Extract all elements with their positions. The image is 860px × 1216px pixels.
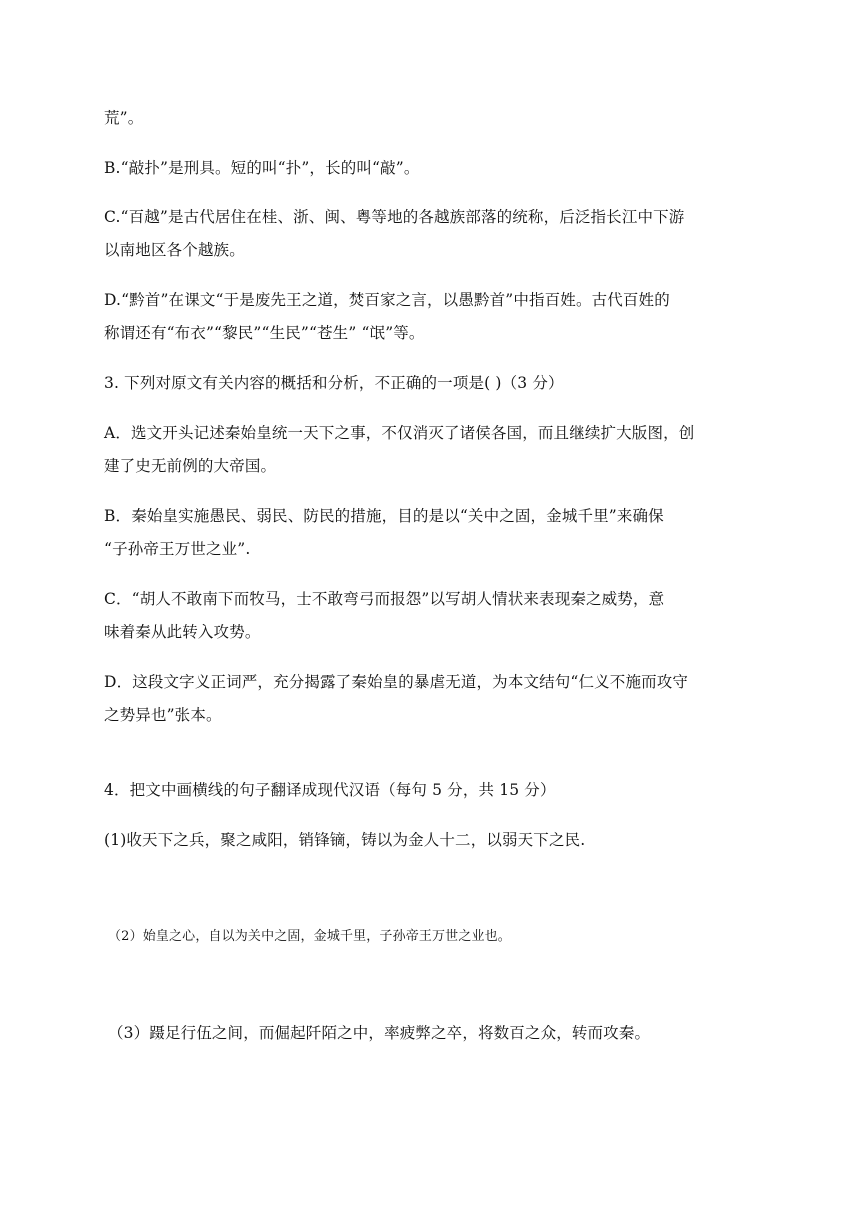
option-c-line-1: C.“百越”是古代居住在桂、浙、闽、粤等地的各越族部落的统称，后泛指长江中下游 [104,208,685,226]
question-4-item-3: （3）蹑足行伍之间，而倔起阡陌之中，率疲弊之卒，将数百之众，转而攻秦。 [108,1024,651,1042]
question-4-item-1: (1)收天下之兵，聚之咸阳，销锋镝，铸以为金人十二，以弱天下之民. [104,831,586,849]
continued-option-text: 荒”。 [104,109,144,127]
question-3-option-c-line-1: C．“胡人不敢南下而牧马，士不敢弯弓而报怨”以写胡人情状来表现秦之威势，意 [104,590,665,608]
option-d-line-2: 称谓还有“布衣”“黎民”“生民”“苍生” “氓”等。 [104,324,425,342]
option-c-line-2: 以南地区各个越族。 [104,241,245,259]
question-4-item-2: （2）始皇之心，自以为关中之固，金城千里，子孙帝王万世之业也。 [108,929,511,944]
question-4-stem: 4．把文中画横线的句子翻译成现代汉语（每句 5 分，共 15 分） [104,781,556,799]
question-3-option-b-line-2: “子孙帝王万世之业”. [104,540,251,558]
option-b-text: B.“敲扑”是刑具。短的叫“扑”，长的叫“敲”。 [104,159,420,177]
question-3-option-b-line-1: B．秦始皇实施愚民、弱民、防民的措施，目的是以“关中之固，金城千里”来确保 [104,507,664,525]
question-3-stem: 3. 下列对原文有关内容的概括和分析，不正确的一项是( )（3 分） [104,374,564,392]
question-3-option-c-line-2: 味着秦从此转入攻势。 [104,623,261,641]
question-3-option-d-line-1: D．这段文字义正词严，充分揭露了秦始皇的暴虐无道，为本文结句“仁义不施而攻守 [104,673,689,691]
question-3-option-d-line-2: 之势异也”张本。 [104,706,222,724]
question-3-option-a-line-1: A．选文开头记述秦始皇统一天下之事，不仅消灭了诸侯各国，而且继续扩大版图，创 [104,424,695,442]
question-3-option-a-line-2: 建了史无前例的大帝国。 [104,457,277,475]
option-d-line-1: D.“黔首”在课文“于是废先王之道，焚百家之言，以愚黔首”中指百姓。古代百姓的 [104,291,670,309]
